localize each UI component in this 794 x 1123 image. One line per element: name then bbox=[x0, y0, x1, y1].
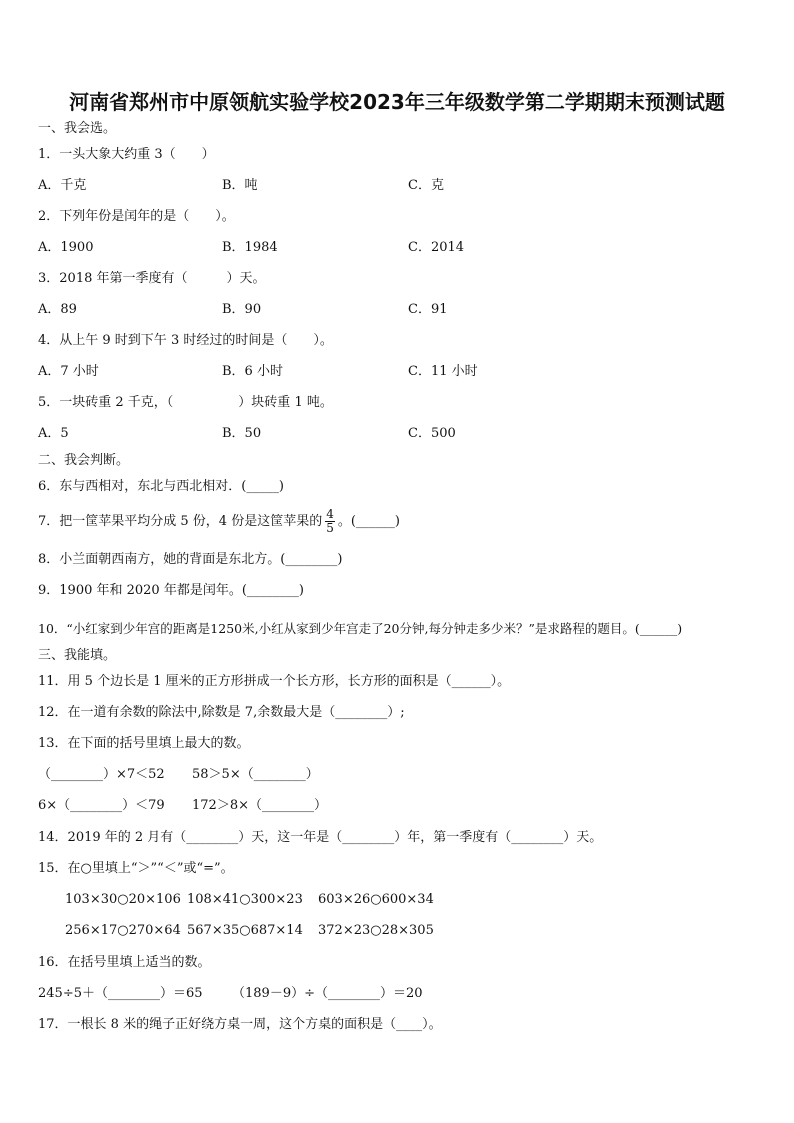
q15-item-3: 603×26○600×34 bbox=[318, 892, 434, 907]
q1-option-c: C．克 bbox=[408, 178, 444, 193]
q3-option-c: C．91 bbox=[408, 302, 448, 317]
q2-option-b: B．1984 bbox=[222, 240, 278, 255]
q15-item-4: 256×17○270×64 bbox=[65, 923, 181, 938]
q5-option-c: C．500 bbox=[408, 426, 456, 441]
q13-item-3: 6×（________）＜79 bbox=[38, 798, 165, 813]
q7-fraction-numerator: 4 bbox=[326, 507, 334, 521]
question-3: 3．2018 年第一季度有（ ）天。 bbox=[38, 271, 266, 286]
q15-item-1: 103×30○20×106 bbox=[65, 892, 181, 907]
q15-item-2: 108×41○300×23 bbox=[187, 892, 303, 907]
section-heading-fill: 三、我能填。 bbox=[38, 648, 117, 663]
q1-option-b: B．吨 bbox=[222, 178, 258, 193]
question-14: 14．2019 年的 2 月有（________）天，这一年是（________）年，第一季度有（________）天。 bbox=[38, 830, 603, 845]
question-9: 9．1900 年和 2020 年都是闰年。(________) bbox=[38, 583, 304, 598]
q5-option-a: A．5 bbox=[38, 426, 69, 441]
question-5: 5．一块砖重 2 千克，（ ）块砖重 1 吨。 bbox=[38, 395, 333, 410]
question-17: 17．一根长 8 米的绳子正好绕方桌一周，这个方桌的面积是（____）。 bbox=[38, 1017, 442, 1032]
question-4: 4．从上午 9 时到下午 3 时经过的时间是（ ）。 bbox=[38, 333, 333, 348]
q2-option-a: A．1900 bbox=[38, 240, 94, 255]
question-8: 8．小兰面朝西南方，她的背面是东北方。(________) bbox=[38, 552, 343, 567]
exam-title: 河南省郑州市中原领航实验学校2023年三年级数学第二学期期末预测试题 bbox=[69, 90, 725, 114]
q16-item-1: 245÷5＋（________）＝65 bbox=[38, 986, 203, 1001]
question-15: 15．在○里填上“＞”“＜”或“=”。 bbox=[38, 861, 234, 876]
q4-option-c: C．11 小时 bbox=[408, 364, 478, 379]
q7-fraction-denominator: 5 bbox=[326, 521, 334, 535]
q13-item-4: 172＞8×（________） bbox=[192, 798, 327, 813]
q13-item-2: 58＞5×（________） bbox=[192, 767, 319, 782]
q4-option-a: A．7 小时 bbox=[38, 364, 99, 379]
q7-text: 7．把一筐苹果平均分成 5 份，4 份是这筐苹果的 bbox=[38, 514, 323, 529]
question-16: 16．在括号里填上适当的数。 bbox=[38, 955, 211, 970]
q5-option-b: B．50 bbox=[222, 426, 262, 441]
q13-item-1: （________）×7＜52 bbox=[38, 767, 165, 782]
question-1: 1．一头大象大约重 3（ ） bbox=[38, 147, 215, 162]
q3-option-a: A．89 bbox=[38, 302, 77, 317]
question-13: 13．在下面的括号里填上最大的数。 bbox=[38, 736, 250, 751]
question-10: 10．“小红家到少年宫的距离是1250米,小红从家到少年宫走了20分钟,每分钟走多少米？”是求路程的题目。(______) bbox=[38, 621, 683, 636]
q7-fraction bbox=[325, 508, 335, 535]
q15-item-6: 372×23○28×305 bbox=[318, 923, 434, 938]
question-2: 2．下列年份是闰年的是（ ）。 bbox=[38, 209, 235, 224]
q7-blank: 。(______) bbox=[337, 514, 401, 529]
question-7 bbox=[38, 506, 400, 538]
q2-option-c: C．2014 bbox=[408, 240, 465, 255]
question-12: 12．在一道有余数的除法中,除数是 7,余数最大是（________）; bbox=[38, 705, 405, 720]
section-heading-choice: 一、我会选。 bbox=[38, 121, 117, 136]
q4-option-b: B．6 小时 bbox=[222, 364, 283, 379]
question-6: 6．东与西相对，东北与西北相对．(_____) bbox=[38, 479, 284, 494]
q1-option-a: A．千克 bbox=[38, 178, 87, 193]
question-11: 11．用 5 个边长是 1 厘米的正方形拼成一个长方形，长方形的面积是（______）。 bbox=[38, 674, 511, 689]
q3-option-b: B．90 bbox=[222, 302, 262, 317]
q16-item-2: （189－9）÷（________）＝20 bbox=[232, 986, 423, 1001]
section-heading-judge: 二、我会判断。 bbox=[38, 453, 130, 468]
q15-item-5: 567×35○687×14 bbox=[187, 923, 303, 938]
